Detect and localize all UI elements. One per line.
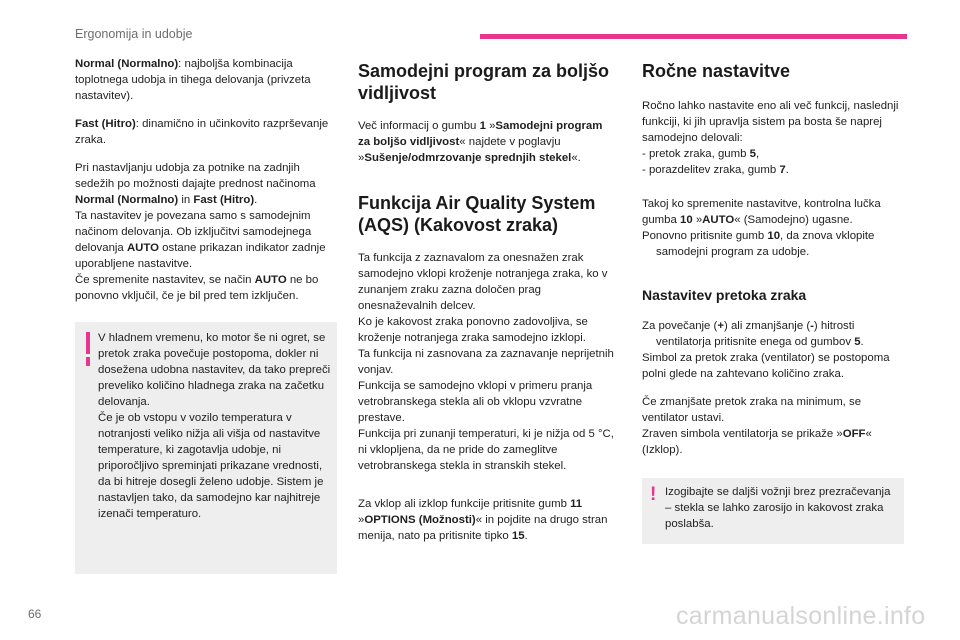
- heading-airflow: Nastavitev pretoka zraka: [642, 287, 807, 303]
- column-right: [642, 60, 904, 470]
- paragraph-manual: Ročno lahko nastavite eno ali več funkcij, naslednji funkciji, ki jih upravlja sistem pa bosta še naprej samodejno delovali:: [642, 100, 899, 144]
- info-note: [75, 322, 337, 574]
- column-left: [75, 56, 335, 316]
- header-accent-bar: [480, 34, 907, 39]
- heading-aqs: Funkcija Air Quality System (AQS) (Kakovost zraka): [358, 193, 596, 235]
- manual-list: [642, 146, 904, 178]
- paragraph-aqs: Ta funkcija z zaznavalom za onesnažen zrak samodejno vklopi kroženje notranjega zraka, ko v zunanjem zraku zazna določen prag onesnaževalnih delcev. Ko je kakovost zraka ponovno zadovoljiva, se kroženje notranjega zraka samodejno izklopi. Ta funkcija ni zasnovana za zaznavanje neprijetnih vonjav. Funkcija se samodejno vklopi v primeru pranja vetrobranskega stekla ali ob vklopu vzvratne prestave. Funkcija pri zunanji temperaturi, ki je nižja od 5 °C, ni vklopljena, da ne pride do zameglitve vetrobranskega stekla in stranskih stekel.: [358, 252, 614, 472]
- page-number: 66: [28, 607, 42, 621]
- paragraph-auto-visibility: Več informacij o gumbu 1 »Samodejni program za boljšo vidljivost« najdete v poglavju »Sušenje/odmrzovanje sprednjih stekel«.: [358, 120, 603, 164]
- paragraph-aqs-toggle: Za vklop ali izklop funkcije pritisnite gumb 11 »OPTIONS (Možnosti)« in pojdite na drugo stran menija, nato pa pritisnite tipko 15.: [358, 498, 608, 542]
- warning-icon: !: [650, 484, 657, 505]
- paragraph-fast: Fast (Hitro): dinamično in učinkovito razprševanje zraka.: [75, 118, 329, 146]
- paragraph-fan-off: Če zmanjšate pretok zraka na minimum, se ventilator ustavi. Zraven simbola ventilatorja se prikaže »OFF« (Izklop).: [642, 396, 872, 456]
- warning-note: [642, 478, 904, 544]
- info-note-text: V hladnem vremenu, ko motor še ni ogret, se pretok zraka povečuje postopoma, dokler ni dosežena udobna nastavitev, da tako prepreči preveliko količino hladnega zraka na začetku delovanja. Če je ob vstopu v vozilo temperatura v notranjosti veliko nižja ali višja od nastavitve temperature, ki zagotavlja udobje, ni priporočljivo spreminjati prikazane vrednosti, da bi hitreje dosegli želeno udobje. Sistem je nastavljen tako, da samodejno kar najhitreje izenači temperaturo.: [98, 332, 331, 520]
- paragraph-rear-comfort: Pri nastavljanju udobja za potnike na zadnjih sedežih po možnosti dajajte prednost načinoma Normal (Normalno) in Fast (Hitro). Ta nastavitev je povezana samo s samodejnim načinom delovanja. Ob izključitvi samodejnega delovanja AUTO ostane prikazan indikator zadnje uporabljene nastavitve. Če spremenite nastavitev, se način AUTO ne bo ponovno vključil, če je bil pred tem izključen.: [75, 162, 326, 302]
- bullet-fan-speed: Za povečanje (+) ali zmanjšanje (-) hitrosti ventilatorja pritisnite enega od gumbov 5.: [642, 320, 864, 348]
- list-item: - porazdelitev zraka, gumb 7.: [642, 164, 789, 176]
- list-item: - pretok zraka, gumb 5,: [642, 148, 760, 160]
- watermark: carmanualsonline.info: [676, 602, 926, 630]
- paragraph-fan-symbol: Simbol za pretok zraka (ventilator) se postopoma polni glede na zahtevano količino zraka.: [642, 352, 890, 380]
- bullet-reactivate-auto: Ponovno pritisnite gumb 10, da znova vklopite samodejni program za udobje.: [642, 230, 875, 258]
- heading-manual-settings: Ročne nastavitve: [642, 61, 791, 81]
- paragraph-normal: Normal (Normalno): najboljša kombinacija toplotnega udobja in tihega delovanja (privzeta nastavitev).: [75, 58, 311, 102]
- paragraph-manual-auto-off: Takoj ko spremenite nastavitve, kontrolna lučka gumba 10 »AUTO« (Samodejno) ugasne.: [642, 198, 881, 226]
- info-icon: [86, 332, 90, 354]
- column-middle: [358, 60, 616, 556]
- section-title: Ergonomija in udobje: [75, 27, 193, 41]
- heading-auto-visibility: Samodejni program za boljšo vidljivost: [358, 61, 610, 103]
- warning-note-text: Izogibajte se daljši vožnji brez prezračevanja – stekla se lahko zarosijo in kakovost zraka poslabša.: [665, 486, 891, 530]
